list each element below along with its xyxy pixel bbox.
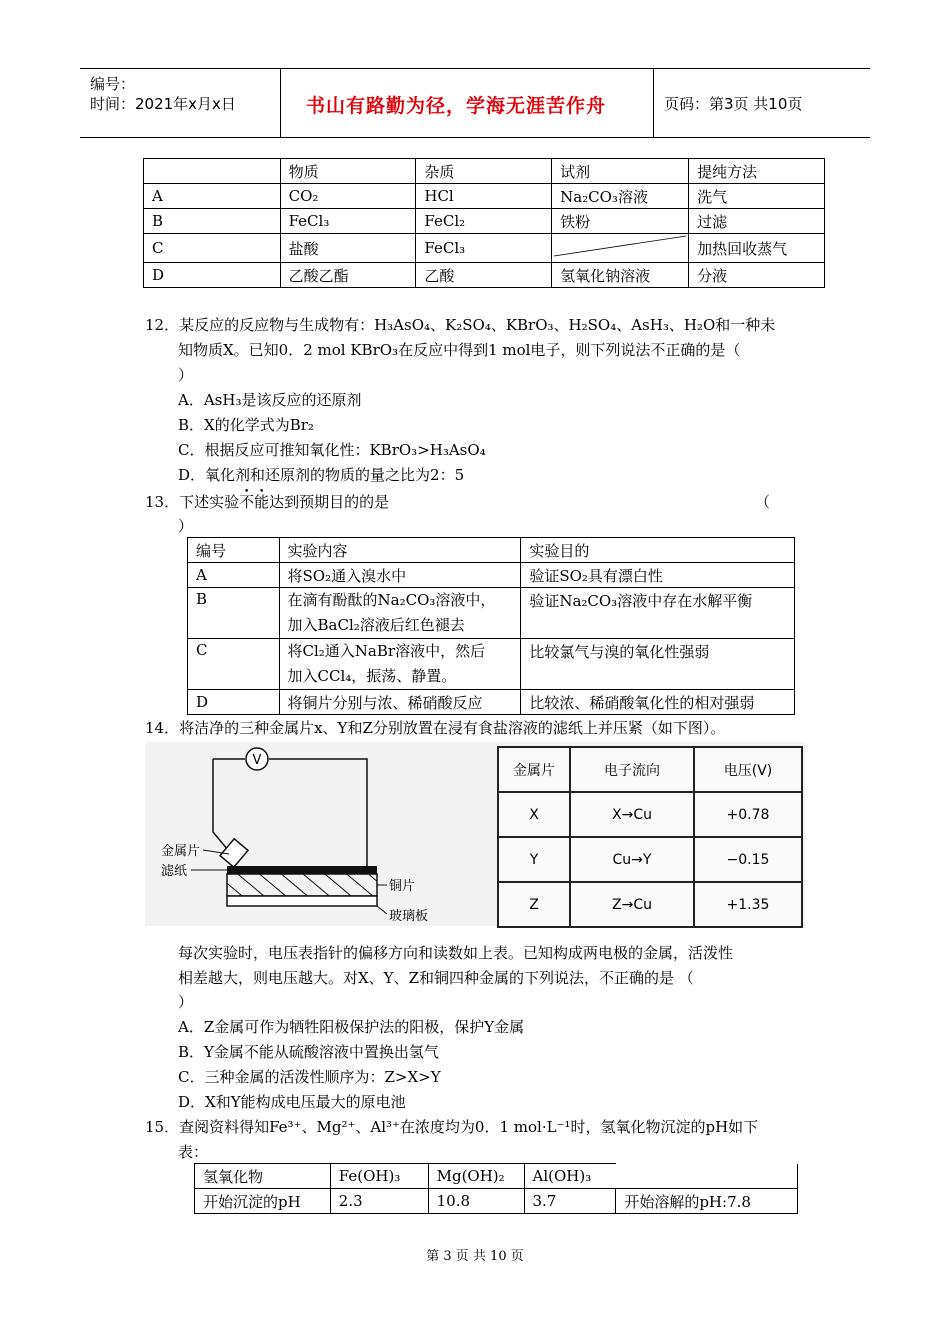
table-cell: 验证Na₂CO₃溶液中存在水解平衡 [521,588,795,639]
q13-paren-close: ） [178,517,194,535]
table-cell: 实验目的 [521,538,795,563]
q13-paren-open: （ [755,493,771,511]
table-cell: CO₂ [280,184,416,209]
table-cell: 开始沉淀的pH [195,1189,331,1214]
table-cell: 验证SO₂具有漂白性 [521,563,795,588]
table-row [498,792,802,837]
table-cell: +1.35 [694,882,802,927]
table-cell: 氢氧化物 [195,1164,331,1189]
purification-table [143,158,825,288]
q14-para3: ） [178,993,194,1011]
q12-line2: 知物质X。已知0．2 mol KBrO₃在反应中得到1 mol电子，则下列说法不正确的是（ [178,341,741,359]
table-cell: HCl [416,184,552,209]
table-cell: 试剂 [552,159,689,184]
table-cell: 比较浓、稀硝酸氧化性的相对强弱 [521,690,795,715]
q14-option-b: B．Y金属不能从硫酸溶液中置换出氢气 [178,1043,439,1061]
circuit-figure [145,742,495,926]
table-cell: Z [498,882,570,927]
table-cell: X [498,792,570,837]
table-cell: FeCl₂ [416,209,552,234]
table-cell: 实验内容 [279,538,521,563]
voltmeter-label: V [252,753,262,768]
emphasis-char: 能 [254,493,270,511]
table-row [195,1189,798,1214]
table-cell: 电子流向 [570,747,694,792]
q12-option-a: A．AsH₃是该反应的还原剂 [178,391,362,409]
table-cell: 铁粉 [552,209,689,234]
emphasis-char: 不 [239,493,255,511]
q13-stem [145,490,389,515]
table-row [144,184,825,209]
table-cell: 提纯方法 [689,159,825,184]
table-cell: 盐酸 [280,234,416,263]
q15-line2: 表： [178,1143,209,1161]
table-cell: 将铜片分别与浓、稀硝酸反应 [279,690,521,715]
table-row [144,209,825,234]
table-cell: Y [498,837,570,882]
table-cell: D [188,690,280,715]
hydroxide-table [194,1163,798,1214]
table-cell: C [188,639,280,690]
table-cell: 过滤 [689,209,825,234]
table-cell: 乙酸乙酯 [280,263,416,288]
table-cell: 开始溶解的pH:7.8 [616,1189,798,1214]
table-cell: B [144,209,281,234]
table-cell: Cu→Y [570,837,694,882]
table-row [188,588,795,639]
cell-line: 加入CCl₄，振荡、静置。 [287,667,457,685]
motto: 书山有路勤为径，学海无涯苦作舟 [306,95,607,117]
diagonal-cell [552,234,689,263]
table-cell: 乙酸 [416,263,552,288]
label-metal: 金属片 [161,844,201,859]
table-cell: 杂质 [416,159,552,184]
q13-post: 达到预期目的的是 [269,493,390,511]
table-cell: Al(OH)₃ [524,1164,616,1189]
q14-para2: 相差越大，则电压越大。对X、Y、Z和铜四种金属的下列说法，不正确的是 （ [178,969,694,987]
page-footer: 第 3 页 共 10 页 [426,1249,524,1264]
time-label: 时间：2021年x月x日 [90,95,236,113]
q14-option-a: A．Z金属可作为牺牲阳极保护法的阳极，保护Y金属 [178,1018,525,1036]
electron-flow-table [497,746,803,928]
table-cell: A [144,184,281,209]
table-header-row [188,538,795,563]
q14-line1: 14．将洁净的三种金属片x、Y和Z分别放置在浸有食盐溶液的滤纸上并压紧（如下图）。 [145,719,726,737]
table-header-row [498,747,802,792]
table-cell: A [188,563,280,588]
table-cell: X→Cu [570,792,694,837]
page-header [80,68,870,138]
table-cell: D [144,263,281,288]
cell-line: 将Cl₂通入NaBr溶液中，然后 [287,642,486,660]
table-row [498,837,802,882]
table-cell: 洗气 [689,184,825,209]
table-cell: Na₂CO₃溶液 [552,184,689,209]
table-cell: 2.3 [330,1189,428,1214]
table-cell: 氢氧化钠溶液 [552,263,689,288]
table-cell: Z→Cu [570,882,694,927]
glass-plate [227,896,377,906]
q12-line3: ） [178,366,194,384]
table-cell: 分液 [689,263,825,288]
q13-pre: 13．下述实验 [145,493,240,511]
table-header-row [195,1164,798,1189]
table-cell: +0.78 [694,792,802,837]
cell-line: 加入BaCl₂溶液后红色褪去 [287,616,465,634]
table-cell [279,639,521,690]
table-cell [144,159,281,184]
table-cell: 编号 [188,538,280,563]
label-glass: 玻璃板 [389,909,429,924]
table-cell: 加热回收蒸气 [689,234,825,263]
table-row [144,263,825,288]
q12-option-c: C．根据反应可推知氧化性：KBrO₃>H₃AsO₄ [178,441,486,459]
q14-para1: 每次实验时，电压表指针的偏移方向和读数如上表。已知构成两电极的金属，活泼性 [178,944,734,962]
table-cell: 物质 [280,159,416,184]
q14-option-c: C．三种金属的活泼性顺序为：Z>X>Y [178,1068,441,1086]
table-row [144,234,825,263]
q14-option-d: D．X和Y能构成电压最大的原电池 [178,1093,406,1111]
table-cell: FeCl₃ [280,209,416,234]
label-filter: 滤纸 [161,864,188,879]
table-cell: Mg(OH)₂ [428,1164,524,1189]
table-cell: Fe(OH)₃ [330,1164,428,1189]
table-cell: 电压(V) [694,747,802,792]
filter-paper [227,866,377,874]
table-cell: FeCl₃ [416,234,552,263]
copper-plate [227,874,377,896]
number-label: 编号： [90,75,136,93]
table-cell: 10.8 [428,1189,524,1214]
galvanic-diagram [145,742,805,926]
table-cell: C [144,234,281,263]
table-cell [616,1164,798,1189]
q12-option-b: B．X的化学式为Br₂ [178,416,314,434]
table-cell: 金属片 [498,747,570,792]
table-row [188,639,795,690]
table-cell: 3.7 [524,1189,616,1214]
diagonal-line [552,234,688,258]
table-cell: B [188,588,280,639]
table-row [498,882,802,927]
table-row [188,563,795,588]
q12-option-d: D．氧化剂和还原剂的物质的量之比为2：5 [178,466,465,484]
table-row [188,690,795,715]
q12-line1: 12．某反应的反应物与生成物有：H₃AsO₄、K₂SO₄、KBrO₃、H₂SO₄、AsH₃、H₂O和一种未 [145,316,776,334]
table-cell [279,588,521,639]
page-info: 页码：第3页 共10页 [664,95,803,113]
cell-line: 在滴有酚酞的Na₂CO₃溶液中， [287,591,496,609]
label-copper: 铜片 [389,879,416,894]
experiment-table [187,537,795,715]
table-header-row [144,159,825,184]
table-cell: 比较氯气与溴的氧化性强弱 [521,639,795,690]
table-cell: 将SO₂通入溴水中 [279,563,521,588]
q15-line1: 15．查阅资料得知Fe³⁺、Mg²⁺、Al³⁺在浓度均为0．1 mol·L⁻¹时，氢氧化物沉淀的pH如下 [145,1118,759,1136]
table-cell: −0.15 [694,837,802,882]
